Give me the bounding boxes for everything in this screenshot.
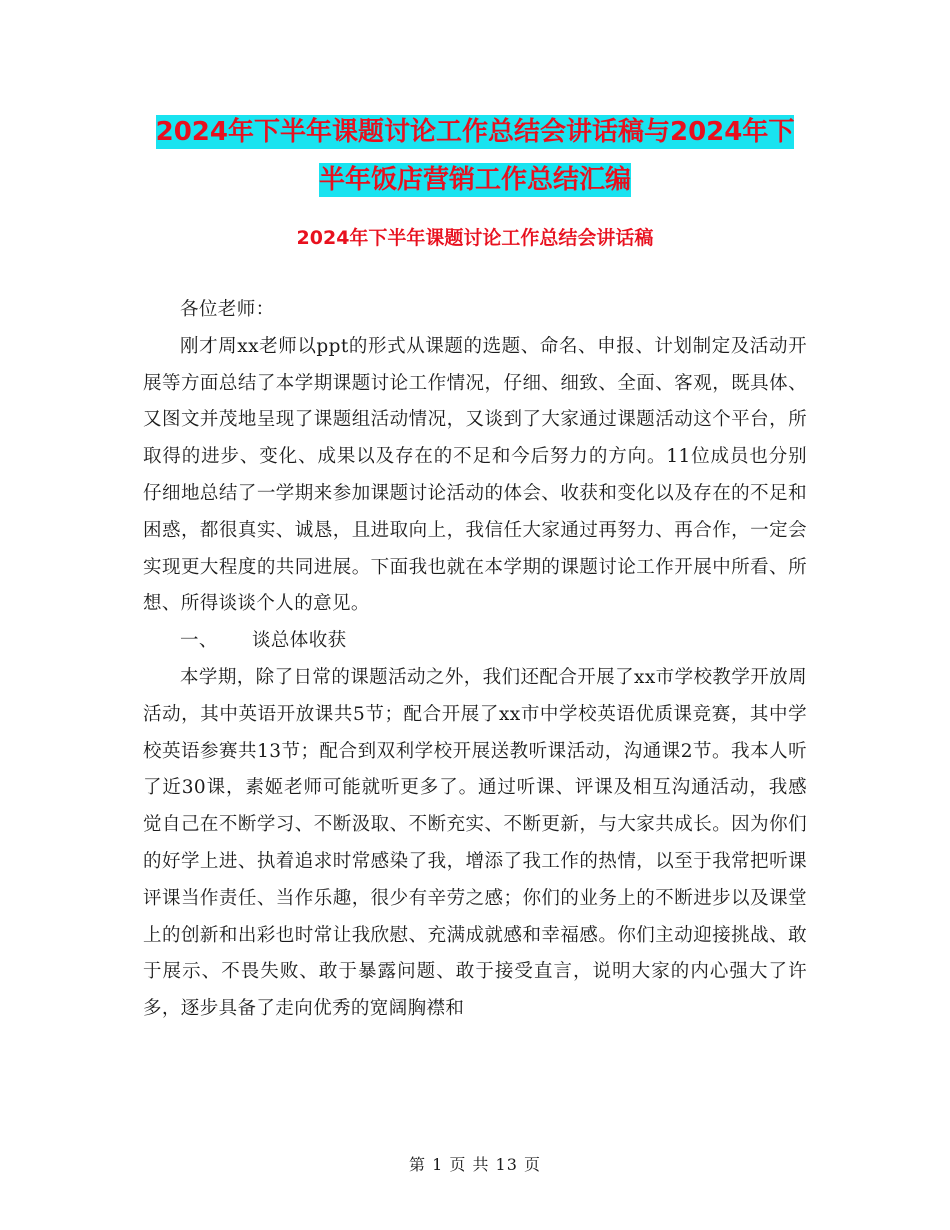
heading-number: 一、 [180,630,218,652]
document-title [0,108,950,204]
title-line-1: 2024年下半年课题讨论工作总结会讲话稿与2024年下 [155,117,795,147]
paragraph-gains: 本学期，除了日常的课题活动之外，我们还配合开展了xx市学校教学开放周活动，其中英语开放课共5节；配合开展了xx市中学校英语优质课竞赛，其中学校英语参赛共13节；配合到双利学校开展送教听课活动，沟通课2节。我本人听了近30课，素姬老师可能就听更多了。通过听课、评课及相互沟通活动，我感觉自己在不断学习、不断汲取、不断充实、不断更新，与大家共成长。因为你们的好学上进、执着追求时常感染了我，增添了我工作的热情，以至于我常把听课评课当作责任、当作乐趣，很少有辛劳之感；你们的业务上的不断进步以及课堂上的创新和出彩也时常让我欣慰、充满成就感和幸福感。你们主动迎接挑战、敢于展示、不畏失败、敢于暴露问题、敢于接受直言，说明大家的内心强大了许多，逐步具备了走向优秀的宽阔胸襟和 [143,666,807,1020]
greeting: 各位老师： [180,299,275,320]
paragraph-intro: 刚才周xx老师以ppt的形式从课题的选题、命名、申报、计划制定及活动开展等方面总结了本学期课题讨论工作情况，仔细、细致、全面、客观，既具体、又图文并茂地呈现了课题组活动情况，又谈到了大家通过课题活动这个平台，所取得的进步、变化、成果以及存在的不足和今后努力的方向。11位成员也分别仔细地总结了一学期来参加课题讨论活动的体会、收获和变化以及存在的不足和困惑，都很真实、诚恳，且进取向上，我信任大家通过再努力、再合作，一定会实现更大程度的共同进展。下面我也就在本学期的课题讨论工作开展中所看、所想、所得谈谈个人的意见。 [143,335,807,615]
section-heading-1 [143,623,807,660]
document-body [143,292,807,1028]
title-line-2: 半年饭店营销工作总结汇编 [318,165,631,195]
section-title: 2024年下半年课题讨论工作总结会讲话稿 [296,227,654,249]
page-footer: 第 1 页 共 13 页 [409,1155,541,1174]
heading-text: 谈总体收获 [252,630,347,652]
